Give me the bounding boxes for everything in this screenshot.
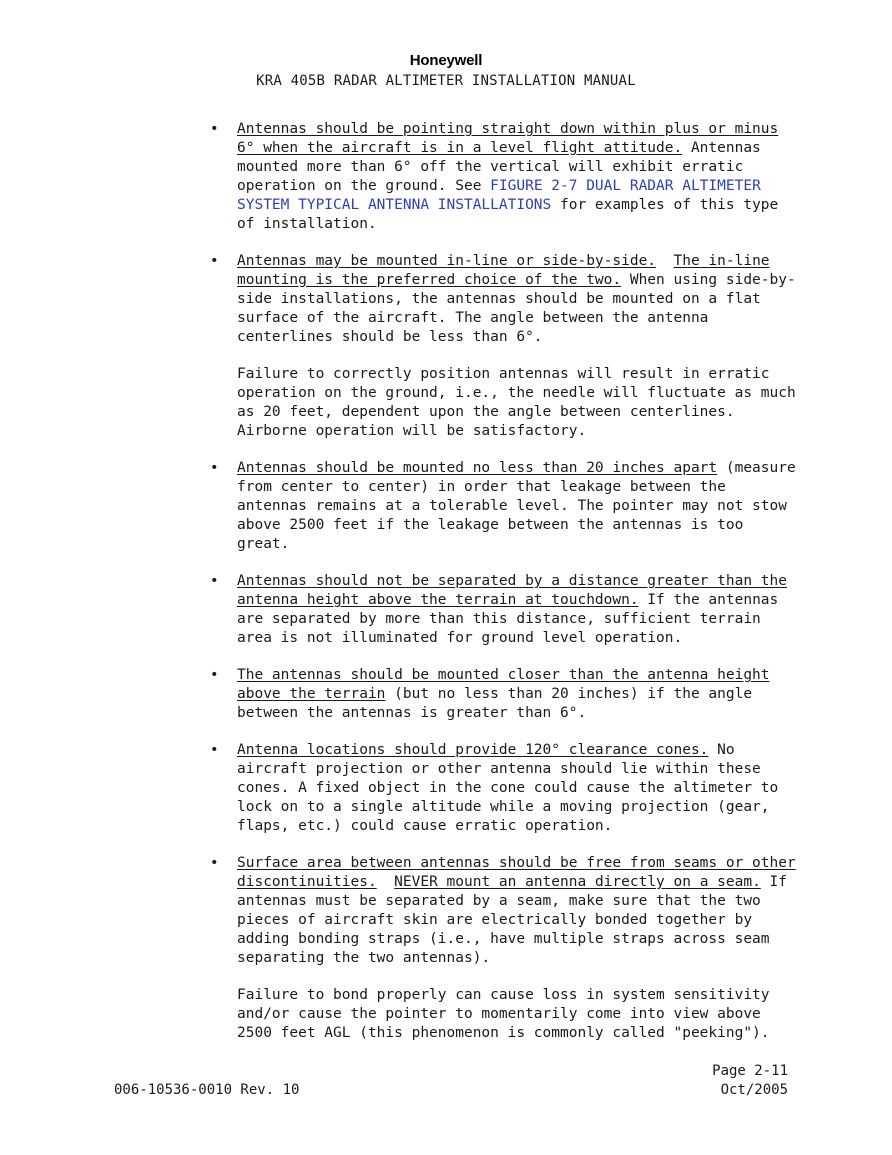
document-title: KRA 405B RADAR ALTIMETER INSTALLATION MANUAL: [256, 73, 636, 89]
item-emphasis: NEVER mount an antenna directly on a seam.: [394, 874, 761, 890]
revision-date: Oct/2005: [720, 1082, 788, 1098]
item-emphasis: Antenna locations should provide 120° clearance cones.: [237, 742, 709, 758]
document-number: 006-10536-0010 Rev. 10: [114, 1082, 300, 1098]
bullet-icon: •: [210, 742, 219, 758]
item-emphasis: Antennas should be mounted no less than 20 inches apart: [237, 460, 718, 476]
item-text: No aircraft projection or other antenna should lie within these cones. A fixed object in the cone could cause the altimeter to lock on to a single altitude while a moving projection (gear, flaps, etc.) could cause erratic operation.: [237, 742, 779, 834]
list-item: [210, 572, 800, 648]
list-item: [210, 666, 800, 723]
bullet-icon: •: [210, 573, 219, 589]
item-emphasis: Surface area between antennas should be free from seams or other discontinuities.: [237, 855, 796, 890]
list-item: [210, 252, 800, 347]
bullet-icon: •: [210, 855, 219, 871]
item-emphasis: Antennas should not be separated by a distance greater than the antenna height above the terrain at touchdown.: [237, 573, 787, 608]
figure-link[interactable]: FIGURE 2-7 DUAL RADAR ALTIMETER SYSTEM TYPICAL ANTENNA INSTALLATIONS: [237, 178, 761, 213]
bullet-icon: •: [210, 460, 219, 476]
page-number: Page 2-11: [712, 1063, 788, 1079]
item-text: for examples of this type of installation.: [237, 197, 779, 232]
item-text: If the antennas are separated by more than this distance, sufficient terrain area is not illuminated for ground level operation.: [237, 592, 779, 646]
item-note: Failure to correctly position antennas will result in erratic operation on the ground, i.e., the needle will fluctuate as much as 20 feet, dependent upon the angle between centerlines. Airborne operation will be satisfactory.: [237, 366, 796, 439]
item-text: (but no less than 20 inches) if the angle between the antennas is greater than 6°.: [237, 686, 753, 721]
footer-page-info: [712, 1062, 788, 1100]
list-item: [210, 120, 800, 234]
item-text: When using side-by-side installations, the antennas should be mounted on a flat surface of the aircraft. The angle between the antenna centerlines should be less than 6°.: [237, 272, 796, 345]
bullet-icon: •: [210, 667, 219, 683]
brand-logo: Honeywell: [409, 52, 483, 69]
list-item: [210, 459, 800, 554]
list-item: [210, 854, 800, 968]
item-emphasis: Antennas should be pointing straight down within plus or minus 6° when the aircraft is in a level flight attitude.: [237, 121, 779, 156]
item-text: Antennas mounted more than 6° off the vertical will exhibit erratic operation on the ground. See: [237, 140, 761, 194]
item-emphasis: Antennas may be mounted in-line or side-by-side.: [237, 253, 657, 269]
item-text: (measure from center to center) in order that leakage between the antennas remains at a tolerable level. The pointer may not stow above 2500 feet if the leakage between the antennas is too great.: [237, 460, 796, 552]
item-text: If antennas must be separated by a seam, make sure that the two pieces of aircraft skin are electrically bonded together by adding bonding straps (i.e., have multiple straps across seam separating the two antennas).: [237, 874, 788, 966]
document-body: [210, 120, 800, 1061]
item-note: Failure to bond properly can cause loss in system sensitivity and/or cause the pointer to momentarily come into view above 2500 feet AGL (this phenomenon is commonly called "peeking").: [237, 987, 770, 1041]
bullet-icon: •: [210, 121, 219, 137]
bullet-icon: •: [210, 253, 219, 269]
item-emphasis: The in-line mounting is the preferred choice of the two.: [237, 253, 770, 288]
list-item: [210, 741, 800, 836]
item-emphasis: The antennas should be mounted closer than the antenna height above the terrain: [237, 667, 770, 702]
